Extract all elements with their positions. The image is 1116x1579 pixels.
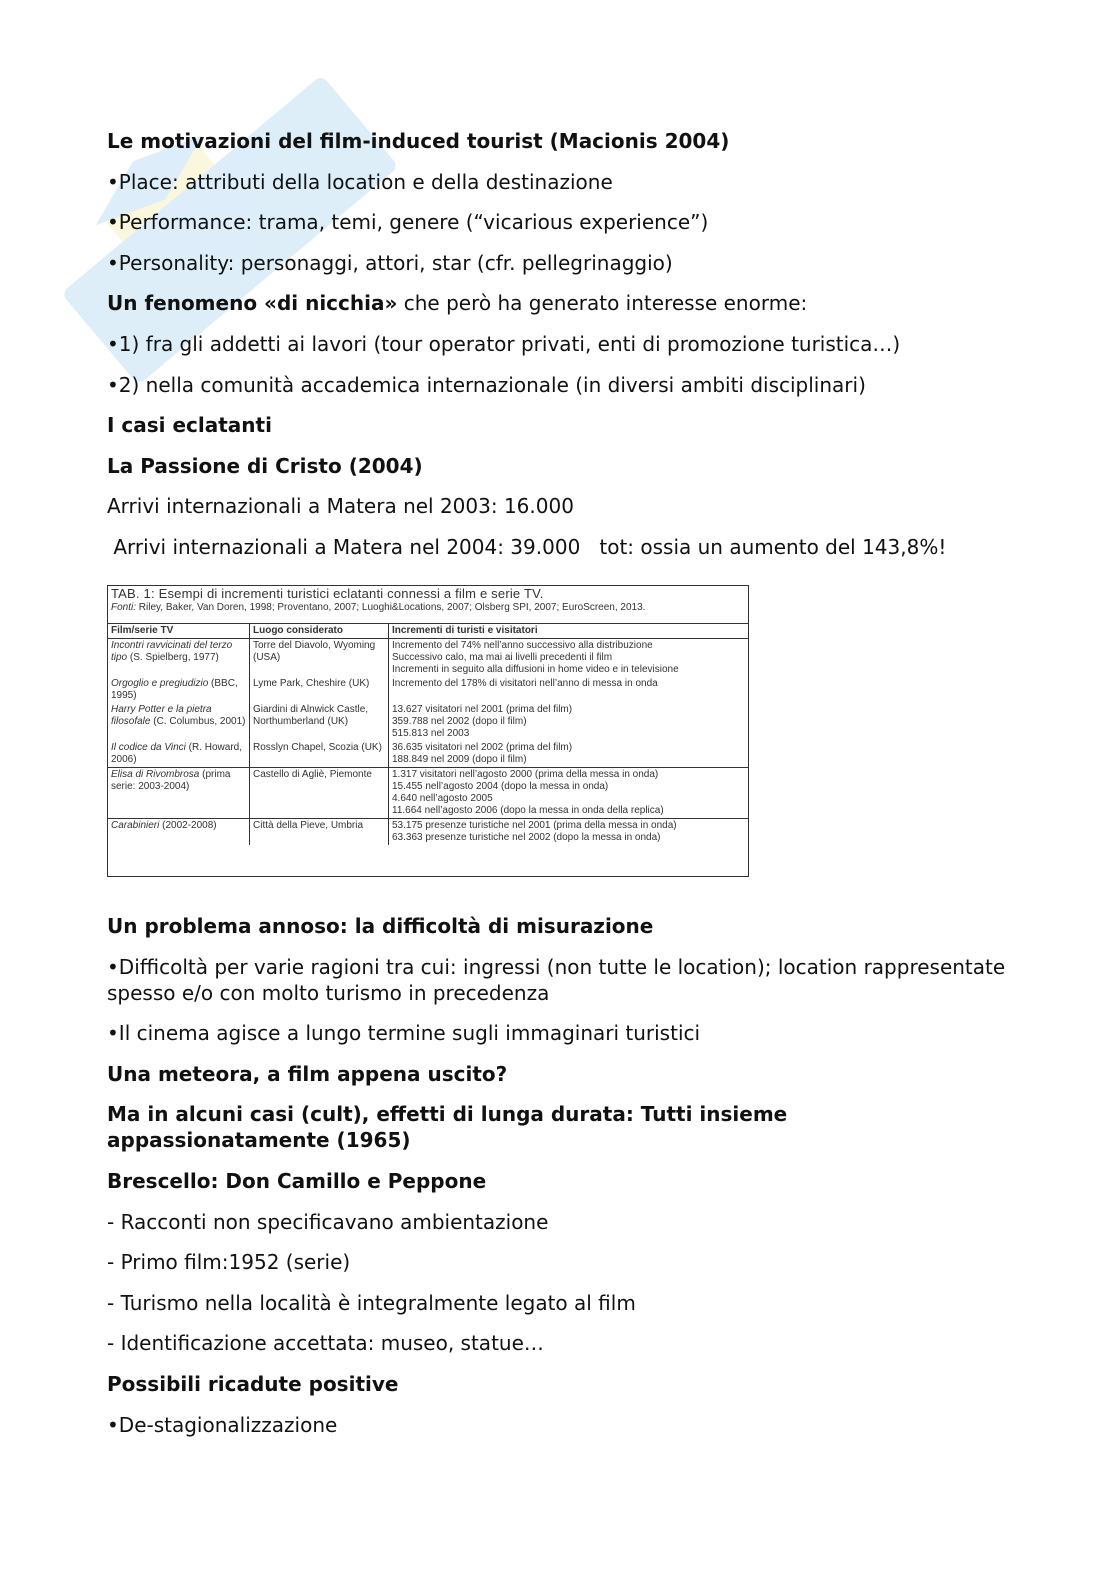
increment-line: 11.664 nell’agosto 2006 (dopo la messa in onda della replica) — [392, 805, 664, 816]
increment-line: 36.635 visitatori nel 2002 (prima del film) — [392, 742, 573, 753]
table-sources — [111, 601, 745, 614]
increment-line: 188.849 nel 2009 (dopo il film) — [392, 754, 527, 765]
film-title: Harry Potter e la pietra filosofale — [111, 704, 212, 727]
table-row — [108, 639, 748, 678]
paragraph: •De-stagionalizzazione — [107, 1412, 338, 1437]
paragraph — [107, 290, 1007, 316]
table-title: TAB. 1: Esempi di incrementi turistici eclatanti connessi a film e serie TV. — [111, 586, 544, 601]
paragraph: •2) nella comunità accademica internazionale (in diversi ambiti disciplinari) — [107, 372, 866, 397]
paragraph: Arrivi internazionali a Matera nel 2004: 39.000 tot: ossia un aumento del 143,8%! — [107, 534, 947, 559]
tourism-increments-table — [107, 585, 749, 877]
paragraph: - Identificazione accettata: museo, statue… — [107, 1331, 544, 1356]
table-sources-label: Fonti: — [111, 602, 137, 613]
film-cell — [108, 703, 250, 741]
paragraph-rest: che però ha generato interesse enorme: — [397, 291, 808, 316]
increment-line: Incremento del 74% nell’anno successivo alla distribuzione — [392, 640, 653, 651]
increment-line: 1.317 visitatori nell’agosto 2000 (prima della messa in onda) — [392, 769, 659, 780]
paragraph: Arrivi internazionali a Matera nel 2003: 16.000 — [107, 494, 574, 519]
table-row — [108, 741, 748, 768]
paragraph: - Racconti non specificavano ambientazione — [107, 1209, 549, 1234]
increment-line: Successivo calo, ma mai ai livelli precedenti il film — [392, 652, 613, 663]
film-cell — [108, 639, 250, 678]
section-heading: Un problema annoso: la difficoltà di misurazione — [107, 914, 654, 938]
film-title: Il codice da Vinci — [111, 742, 186, 753]
table-row — [108, 768, 748, 819]
section-heading: Brescello: Don Camillo e Peppone — [107, 1168, 487, 1193]
increment-line: 515.813 nel 2003 — [392, 728, 470, 739]
increment-line: Incremento del 178% di visitatori nell’anno di messa in onda — [392, 678, 658, 689]
film-title: Incontri ravvicinati del terzo tipo — [111, 640, 233, 663]
section-heading: Una meteora, a film appena uscito? — [107, 1061, 508, 1086]
increment-line: 4.640 nell’agosto 2005 — [392, 793, 493, 804]
paragraph: •Il cinema agisce a lungo termine sugli immaginari turistici — [107, 1021, 701, 1046]
increments-cell — [389, 677, 749, 703]
increment-line: 63.363 presenze turistiche nel 2002 (dopo la messa in onda) — [392, 832, 661, 843]
film-details: (2002-2008) — [159, 820, 217, 831]
paragraph-bold: Un fenomeno «di nicchia» — [107, 291, 398, 316]
film-details: (prima serie: 2003-2004) — [111, 769, 231, 792]
place-cell: Lyme Park, Cheshire (UK) — [250, 677, 389, 703]
film-cell — [108, 768, 250, 819]
page-body — [107, 128, 1007, 575]
film-details: (BBC, 1995) — [111, 678, 238, 701]
place-cell: Castello di Agliè, Piemonte — [250, 768, 389, 819]
section-intro — [107, 128, 1007, 560]
section-heading: I casi eclatanti — [107, 413, 272, 438]
film-cell — [108, 677, 250, 703]
paragraph: •Difficoltà per varie ragioni tra cui: ingressi (non tutte le location); location rappresentate spesso e/o con molto turismo in precedenza — [107, 954, 1006, 1005]
section-heading: Ma in alcuni casi (cult), effetti di lunga durata: Tutti insieme appassionatamente (1965) — [107, 1102, 788, 1153]
increment-line: 53.175 presenze turistiche nel 2001 (prima della messa in onda) — [392, 820, 677, 831]
increments-cell — [389, 768, 749, 819]
place-cell: Torre del Diavolo, Wyoming (USA) — [250, 639, 389, 678]
paragraph: •Personality: personaggi, attori, star (cfr. pellegrinaggio) — [107, 250, 673, 275]
table-header-row — [108, 624, 748, 639]
section-heading: Le motivazioni del film-induced tourist (Macionis 2004) — [107, 129, 730, 153]
film-details: (R. Howard, 2006) — [111, 742, 242, 765]
increment-line: 15.455 nell’agosto 2004 (dopo la messa in onda) — [392, 781, 609, 792]
table-row — [108, 703, 748, 741]
table-caption — [108, 586, 748, 624]
increment-line: 359.788 nel 2002 (dopo il film) — [392, 716, 527, 727]
paragraph: - Primo film:1952 (serie) — [107, 1250, 351, 1275]
increments-cell — [389, 703, 749, 741]
film-details: (C. Columbus, 2001) — [150, 716, 246, 727]
film-cell — [108, 819, 250, 846]
section-heading: La Passione di Cristo (2004) — [107, 453, 423, 478]
film-title: Orgoglio e pregiudizio — [111, 678, 209, 689]
table-grid — [108, 624, 748, 845]
column-header: Luogo considerato — [250, 624, 389, 639]
table-row — [108, 819, 748, 846]
increments-cell — [389, 819, 749, 846]
film-details: (S. Spielberg, 1977) — [127, 652, 219, 663]
paragraph: •Performance: trama, temi, genere (“vicarious experience”) — [107, 210, 709, 235]
column-header: Incrementi di turisti e visitatori — [389, 624, 749, 639]
increment-line: Incrementi in seguito alla diffusioni in home video e in televisione — [392, 664, 679, 675]
paragraph: •Place: attributi della location e della destinazione — [107, 169, 613, 194]
film-cell — [108, 741, 250, 768]
increment-line: 13.627 visitatori nel 2001 (prima del film) — [392, 704, 573, 715]
section-heading: Possibili ricadute positive — [107, 1371, 399, 1396]
page-body-continued — [107, 913, 1007, 1452]
column-header: Film/serie TV — [108, 624, 250, 639]
increments-cell — [389, 741, 749, 768]
increments-cell — [389, 639, 749, 678]
film-title: Carabinieri — [111, 820, 160, 831]
place-cell: Giardini di Alnwick Castle, Northumberland (UK) — [250, 703, 389, 741]
place-cell: Città della Pieve, Umbria — [250, 819, 389, 846]
paragraph: - Turismo nella località è integralmente legato al film — [107, 1290, 636, 1315]
table-sources-text: Riley, Baker, Van Doren, 1998; Proventano, 2007; Luoghi&Locations, 2007; Olsberg SPI, 2007; EuroScreen, 2013. — [136, 602, 646, 613]
place-cell: Rosslyn Chapel, Scozia (UK) — [250, 741, 389, 768]
table-row — [108, 677, 748, 703]
paragraph: •1) fra gli addetti ai lavori (tour operator privati, enti di promozione turistica…) — [107, 331, 901, 356]
film-title: Elisa di Rivombrosa — [111, 769, 200, 780]
